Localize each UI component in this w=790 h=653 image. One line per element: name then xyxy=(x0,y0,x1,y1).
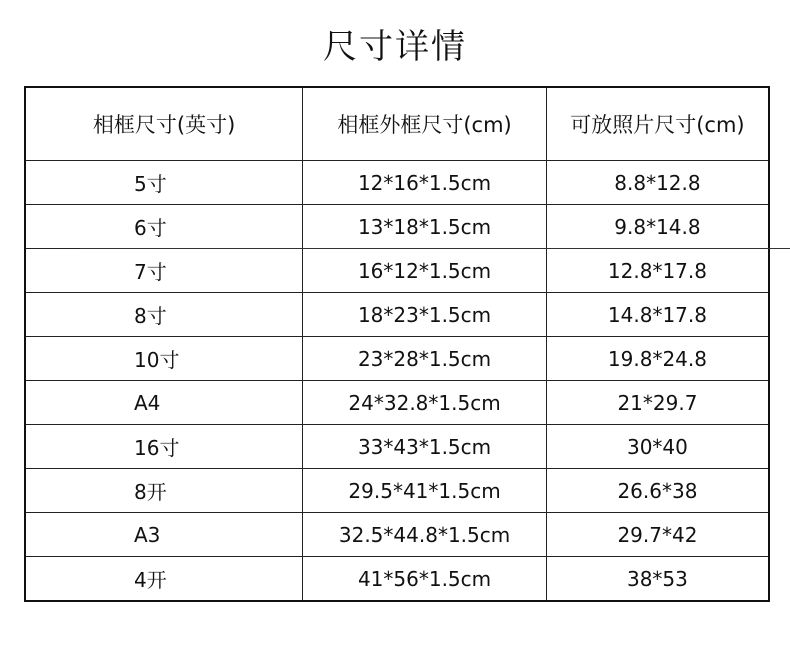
header-outer-size: 相框外框尺寸(cm) xyxy=(303,87,547,161)
frame-size-cell: A4 xyxy=(25,381,303,425)
outer-size-cell: 33*43*1.5cm xyxy=(303,425,547,469)
table-row xyxy=(25,337,769,381)
photo-size-cell: 29.7*42 xyxy=(546,513,769,557)
frame-size-cell: 5寸 xyxy=(25,161,303,205)
table-row xyxy=(25,381,769,425)
table-row xyxy=(25,205,769,249)
divider-line-tail xyxy=(770,248,790,249)
photo-size-cell: 8.8*12.8 xyxy=(546,161,769,205)
header-photo-size: 可放照片尺寸(cm) xyxy=(546,87,769,161)
frame-size-cell: 16寸 xyxy=(25,425,303,469)
frame-size-cell: A3 xyxy=(25,513,303,557)
frame-size-cell: 6寸 xyxy=(25,205,303,249)
outer-size-cell: 24*32.8*1.5cm xyxy=(303,381,547,425)
frame-size-cell: 8寸 xyxy=(25,293,303,337)
outer-size-cell: 18*23*1.5cm xyxy=(303,293,547,337)
outer-size-cell: 13*18*1.5cm xyxy=(303,205,547,249)
outer-size-cell: 41*56*1.5cm xyxy=(303,557,547,602)
table-row xyxy=(25,469,769,513)
table-row xyxy=(25,425,769,469)
photo-size-cell: 12.8*17.8 xyxy=(546,249,769,293)
photo-size-cell: 19.8*24.8 xyxy=(546,337,769,381)
table-row xyxy=(25,249,769,293)
size-table xyxy=(24,86,770,602)
outer-size-cell: 16*12*1.5cm xyxy=(303,249,547,293)
divider-line xyxy=(80,248,790,249)
outer-size-cell: 12*16*1.5cm xyxy=(303,161,547,205)
photo-size-cell: 9.8*14.8 xyxy=(546,205,769,249)
table-row xyxy=(25,161,769,205)
outer-size-cell: 29.5*41*1.5cm xyxy=(303,469,547,513)
table-row xyxy=(25,293,769,337)
photo-size-cell: 21*29.7 xyxy=(546,381,769,425)
outer-size-cell: 23*28*1.5cm xyxy=(303,337,547,381)
frame-size-cell: 4开 xyxy=(25,557,303,602)
photo-size-cell: 14.8*17.8 xyxy=(546,293,769,337)
frame-size-cell: 7寸 xyxy=(25,249,303,293)
photo-size-cell: 26.6*38 xyxy=(546,469,769,513)
table-row xyxy=(25,557,769,602)
frame-size-cell: 10寸 xyxy=(25,337,303,381)
table-row xyxy=(25,513,769,557)
page-title: 尺寸详情 xyxy=(323,27,467,67)
table-header-row xyxy=(25,87,769,161)
outer-size-cell: 32.5*44.8*1.5cm xyxy=(303,513,547,557)
header-frame-size: 相框尺寸(英寸) xyxy=(25,87,303,161)
photo-size-cell: 30*40 xyxy=(546,425,769,469)
photo-size-cell: 38*53 xyxy=(546,557,769,602)
frame-size-cell: 8开 xyxy=(25,469,303,513)
